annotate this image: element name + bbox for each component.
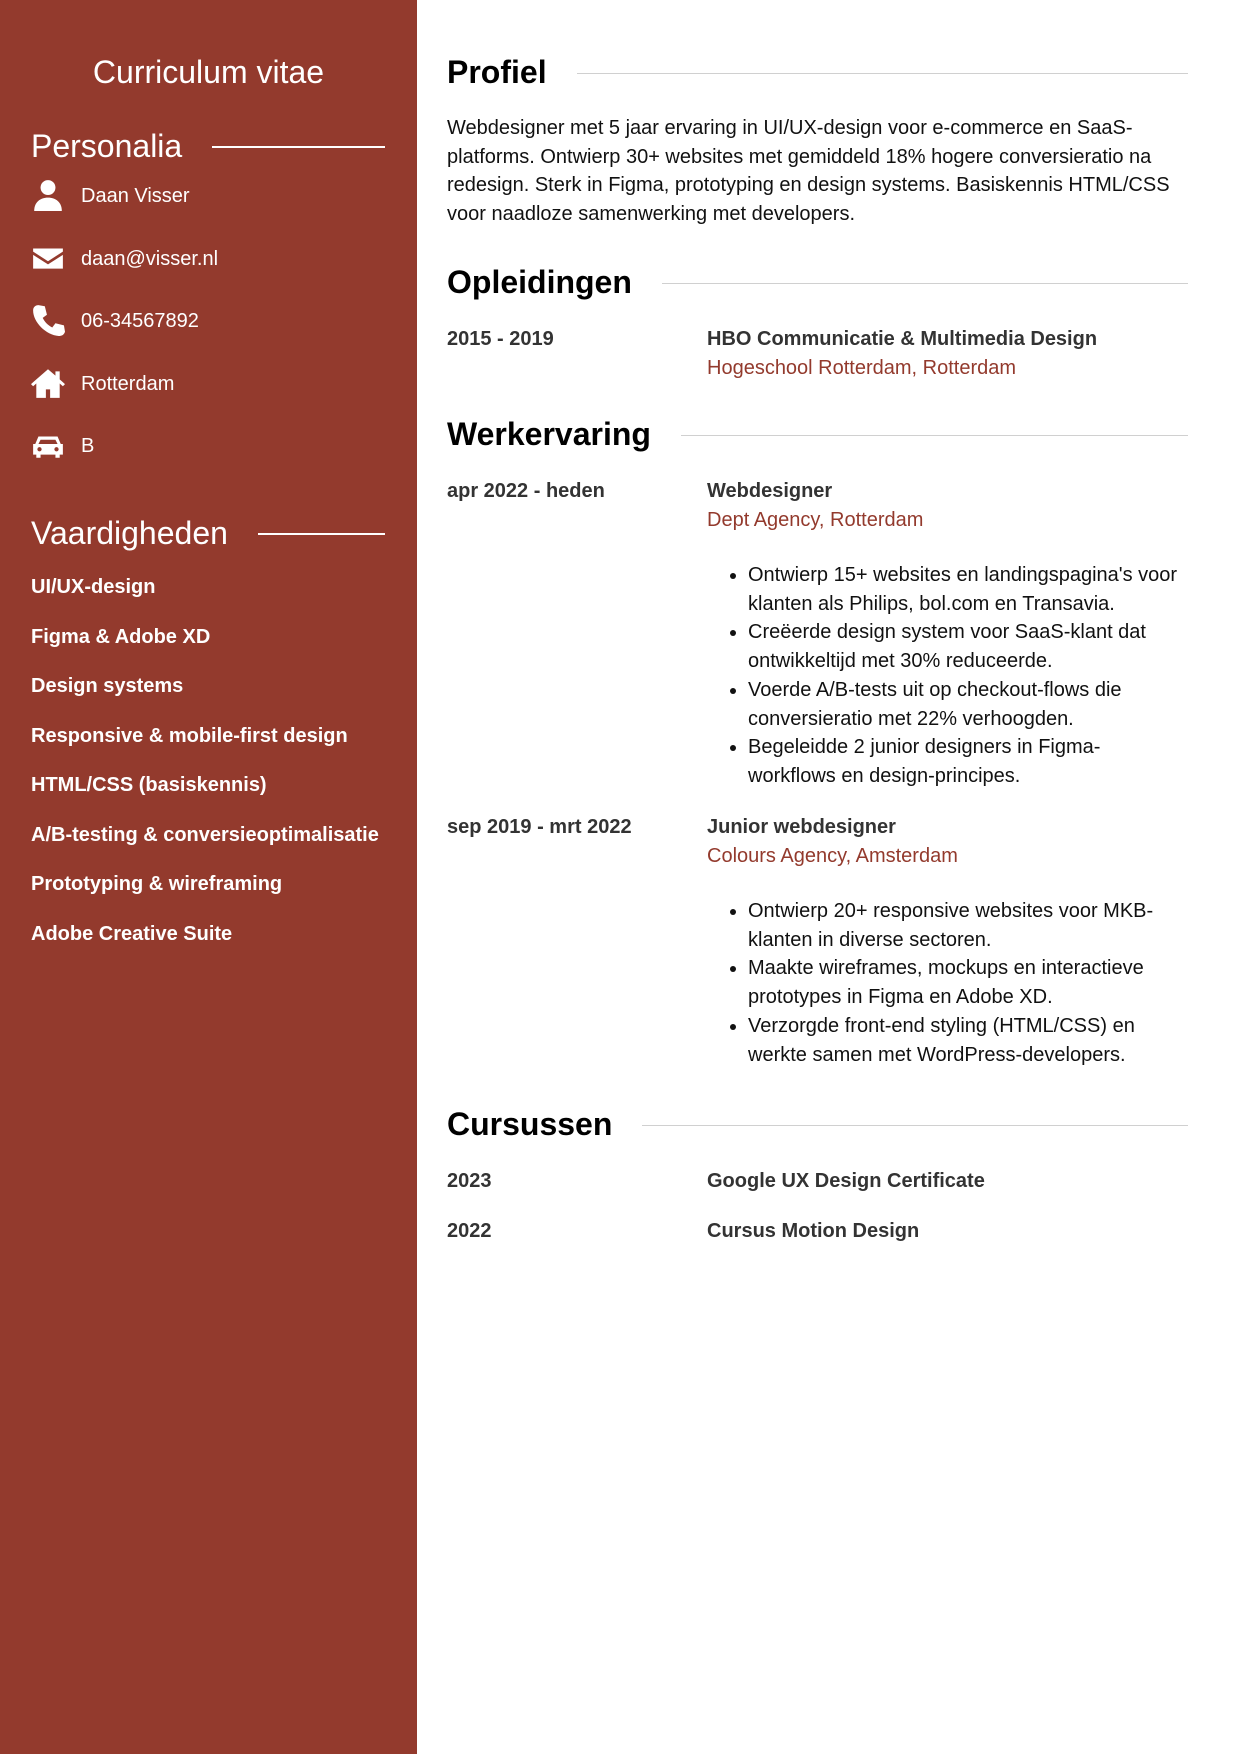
courses-heading: [447, 1104, 1188, 1144]
job-bullet: • Ontwierp 20+ responsive websites voor MKB-klanten in diverse sectoren.: [748, 897, 1188, 954]
job-bullet: • Begeleidde 2 junior designers in Figma-workflows en design-principes.: [748, 733, 1188, 790]
skill-item: Design systems: [31, 675, 184, 697]
education-date: 2015 - 2019: [447, 328, 554, 350]
car-icon: [31, 428, 65, 462]
skills-divider: [258, 533, 385, 535]
user-icon: [31, 178, 65, 212]
skill-item: Responsive & mobile-first design: [31, 724, 348, 747]
experience-details: [707, 477, 1188, 791]
course-details: [707, 1167, 1188, 1195]
experience-date: sep 2019 - mrt 2022: [447, 816, 632, 838]
skill-item: Figma & Adobe XD: [31, 625, 211, 648]
personalia-heading: [31, 126, 385, 166]
experience-heading-label: Werkervaring: [447, 416, 651, 452]
document-title: Curriculum vitae: [92, 54, 325, 90]
job-bullet: • Ontwierp 15+ websites en landingspagina's voor klanten als Philips, bol.com en Transavia.: [748, 561, 1188, 618]
job-employer: Colours Agency, Amsterdam: [707, 845, 958, 867]
phone-icon: [31, 303, 65, 337]
personalia-phone: [31, 307, 218, 370]
personalia-email: [31, 245, 218, 308]
education-institution: Hogeschool Rotterdam, Rotterdam: [707, 357, 1017, 379]
personalia-city: [31, 370, 218, 433]
course-details: [707, 1217, 1188, 1245]
course-title: Google UX Design Certificate: [707, 1170, 985, 1192]
job-bullet: • Voerde A/B-tests uit op checkout-flows die conversieratio met 22% verhoogden.: [748, 676, 1188, 733]
job-title: Webdesigner: [707, 480, 833, 502]
job-bullets: [707, 897, 1188, 1069]
skill-item: A/B-testing & conversieoptimalisatie: [31, 823, 379, 846]
profile-heading-label: Profiel: [447, 54, 547, 90]
personalia-list: [31, 182, 218, 495]
personalia-value: daan@visser.nl: [81, 247, 219, 270]
skill-item: UI/UX-design: [31, 576, 156, 598]
envelope-icon: [31, 241, 65, 275]
personalia-name: [31, 182, 218, 245]
job-bullet: • Creëerde design system voor SaaS-klant dat ontwikkeltijd met 30% reduceerde.: [748, 618, 1188, 675]
course-date: 2022: [447, 1220, 492, 1242]
courses-heading-label: Cursussen: [447, 1106, 613, 1142]
personalia-heading-label: Personalia: [31, 128, 183, 164]
experience-heading: [447, 414, 1188, 454]
personalia-value: 06-34567892: [81, 310, 199, 332]
skills-list: [31, 573, 391, 969]
skill-item: HTML/CSS (basiskennis): [31, 774, 267, 796]
job-bullet: • Verzorgde front-end styling (HTML/CSS) en werkte samen met WordPress-developers.: [748, 1012, 1188, 1069]
courses-divider: [642, 1125, 1188, 1126]
personalia-value: B: [81, 435, 95, 457]
job-title: Junior webdesigner: [707, 816, 896, 838]
education-divider: [662, 283, 1188, 284]
home-icon: [31, 366, 65, 400]
job-bullets: [707, 561, 1188, 791]
skill-item: Adobe Creative Suite: [31, 922, 233, 945]
education-heading-label: Opleidingen: [447, 264, 632, 300]
experience-divider: [681, 435, 1188, 436]
personalia-license: [31, 432, 218, 495]
skill-item: Prototyping & wireframing: [31, 873, 283, 895]
education-heading: [447, 262, 1188, 302]
personalia-value: Daan Visser: [81, 185, 190, 207]
experience-date: apr 2022 - heden: [447, 480, 605, 502]
education-details: [707, 325, 1188, 382]
personalia-value: Rotterdam: [81, 372, 175, 395]
personalia-divider: [212, 146, 385, 148]
sidebar: [0, 0, 417, 1754]
skills-heading: [31, 513, 385, 553]
course-date: 2023: [447, 1170, 492, 1192]
job-bullet: • Maakte wireframes, mockups en interactieve prototypes in Figma en Adobe XD.: [748, 954, 1188, 1011]
course-title: Cursus Motion Design: [707, 1220, 920, 1242]
profile-heading: [447, 52, 1188, 92]
experience-details: [707, 813, 1188, 1069]
profile-divider: [577, 73, 1188, 74]
skills-heading-label: Vaardigheden: [31, 515, 228, 551]
profile-text: Webdesigner met 5 jaar ervaring in UI/UX-design voor e-commerce en SaaS-platforms. Ontwierp 30+ websites met gemiddeld 18% hogere conversieratio na redesign. Sterk in Figma, prototyping en design systems. Basiskennis HTML/CSS voor naadloze samenwerking met developers.: [447, 117, 1170, 225]
job-employer: Dept Agency, Rotterdam: [707, 509, 924, 531]
education-title: HBO Communicatie & Multimedia Design: [707, 328, 1098, 350]
